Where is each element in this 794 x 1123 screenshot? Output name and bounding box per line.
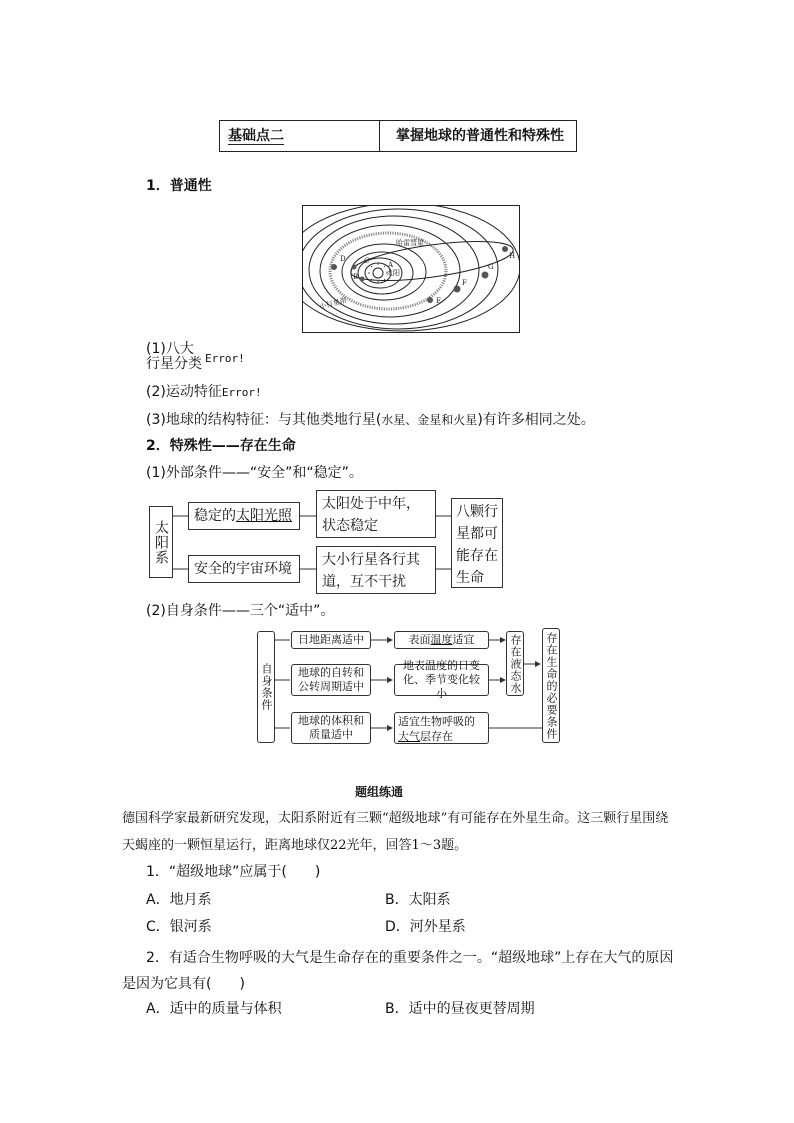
item-3 <box>146 411 595 429</box>
q1-opt-c[interactable]: C．银河系 <box>146 919 212 935</box>
q2-opt-a[interactable]: A．适中的质量与体积 <box>146 1001 282 1017</box>
item-2-text: (2)运动特征 <box>146 384 222 400</box>
q2-opt-b[interactable]: B．适中的昼夜更替周期 <box>385 1001 535 1017</box>
item-3-suffix: )有许多相同之处。 <box>477 412 595 428</box>
sec2-sub1: (1)外部条件——“安全”和“稳定”。 <box>146 465 363 481</box>
item-3-prefix: (3)地球的结构特征：与其他类地行星( <box>146 412 382 428</box>
self-r2c1: 地球的自转和公转周期适中 <box>291 664 371 696</box>
self-final-box: 存在生命的必要条件 <box>542 628 560 743</box>
ext-stable-ul: 太阳光照 <box>236 508 292 524</box>
sec1-title: 1．普通性 <box>146 178 212 194</box>
practice-intro: 德国科学家最新研究发现，太阳系附近有三颗“超级地球”有可能存在外星生命。这三颗行星围绕天蝎座的一颗恒星运行，距离地球仅22光年，回答1～3题。 <box>122 811 669 853</box>
sec2-sub2: (2)自身条件——三个“适中”。 <box>146 603 335 619</box>
item-2-error: Error! <box>221 386 262 399</box>
point-d: D <box>340 255 346 263</box>
self-r1c2-post: 适宜 <box>452 633 475 646</box>
sun-label: 太阳 <box>386 269 400 277</box>
point-h: H <box>509 252 516 260</box>
practice-heading: 题组练通 <box>355 785 404 799</box>
self-r1c2 <box>394 631 489 649</box>
header-right-cell <box>380 121 576 151</box>
item-1 <box>146 342 202 372</box>
sun-icon <box>373 268 383 278</box>
self-left-box: 自身条件 <box>257 631 275 743</box>
self-r1c2-ul: 温度 <box>430 633 453 646</box>
self-r2c2: 地表温度的日变化、季节变化较小 <box>394 664 489 696</box>
q1-opt-a[interactable]: A．地月系 <box>146 892 212 908</box>
q1-opt-d[interactable]: D．河外星系 <box>385 919 466 935</box>
ext-result-box: 八颗行星都可能存在生命 <box>451 498 503 588</box>
self-r1c2-pre: 表面 <box>408 633 431 646</box>
self-r3c1: 地球的体积和质量适中 <box>291 712 371 744</box>
item-2 <box>146 383 262 402</box>
self-water-box: 存在液态水 <box>506 631 524 696</box>
header-left-cell <box>220 121 380 151</box>
self-r3c2 <box>394 712 489 744</box>
point-f: F <box>462 279 467 287</box>
header-left: 基础点二 <box>228 127 284 144</box>
q1-stem: 1．“超级地球”应属于( ) <box>146 864 321 880</box>
ext-safe-box: 安全的宇宙环境 <box>188 555 300 583</box>
self-r1c1: 日地距离适中 <box>291 631 371 649</box>
item-1-error: Error! <box>205 352 245 365</box>
point-a-label: A <box>388 261 394 269</box>
point-c: C <box>364 257 370 265</box>
comet-label: 哈雷彗星 <box>396 239 424 247</box>
section-header <box>219 120 577 152</box>
ext-stable-pre: 稳定的 <box>194 508 236 524</box>
ext-stable-box <box>188 502 300 530</box>
point-e: E <box>436 297 442 305</box>
ext-mid1-box: 太阳处于中年，状态稳定 <box>316 490 436 538</box>
self-r3c2-post: 层存在 <box>420 730 453 743</box>
item-3-small: 水星、金星和火星 <box>381 413 478 427</box>
belt-label: 小行星带 <box>318 296 348 311</box>
q2-stem: 2．有适合生物呼吸的大气是生命存在的重要条件之一。“超级地球”上存在大气的原因是因为它具有( ) <box>122 950 674 992</box>
self-r3c2-ul: 大气 <box>398 730 420 743</box>
solar-system-diagram <box>302 205 520 333</box>
sec2-title: 2．特殊性——存在生命 <box>146 438 296 454</box>
ext-sun-box: 太阳系 <box>149 506 173 578</box>
self-r3c2-pre: 适宜生物呼吸的 <box>398 715 475 728</box>
q1-opt-b[interactable]: B．太阳系 <box>385 892 451 908</box>
item-1a: (1)八大 <box>146 341 194 357</box>
point-b: B <box>353 273 359 281</box>
point-g: G <box>488 263 494 271</box>
item-1b: 行星分类 <box>146 356 202 372</box>
header-right: 掌握地球的普通性和特殊性 <box>396 128 564 144</box>
ext-mid2-box: 大小行星各行其道，互不干扰 <box>316 546 436 594</box>
